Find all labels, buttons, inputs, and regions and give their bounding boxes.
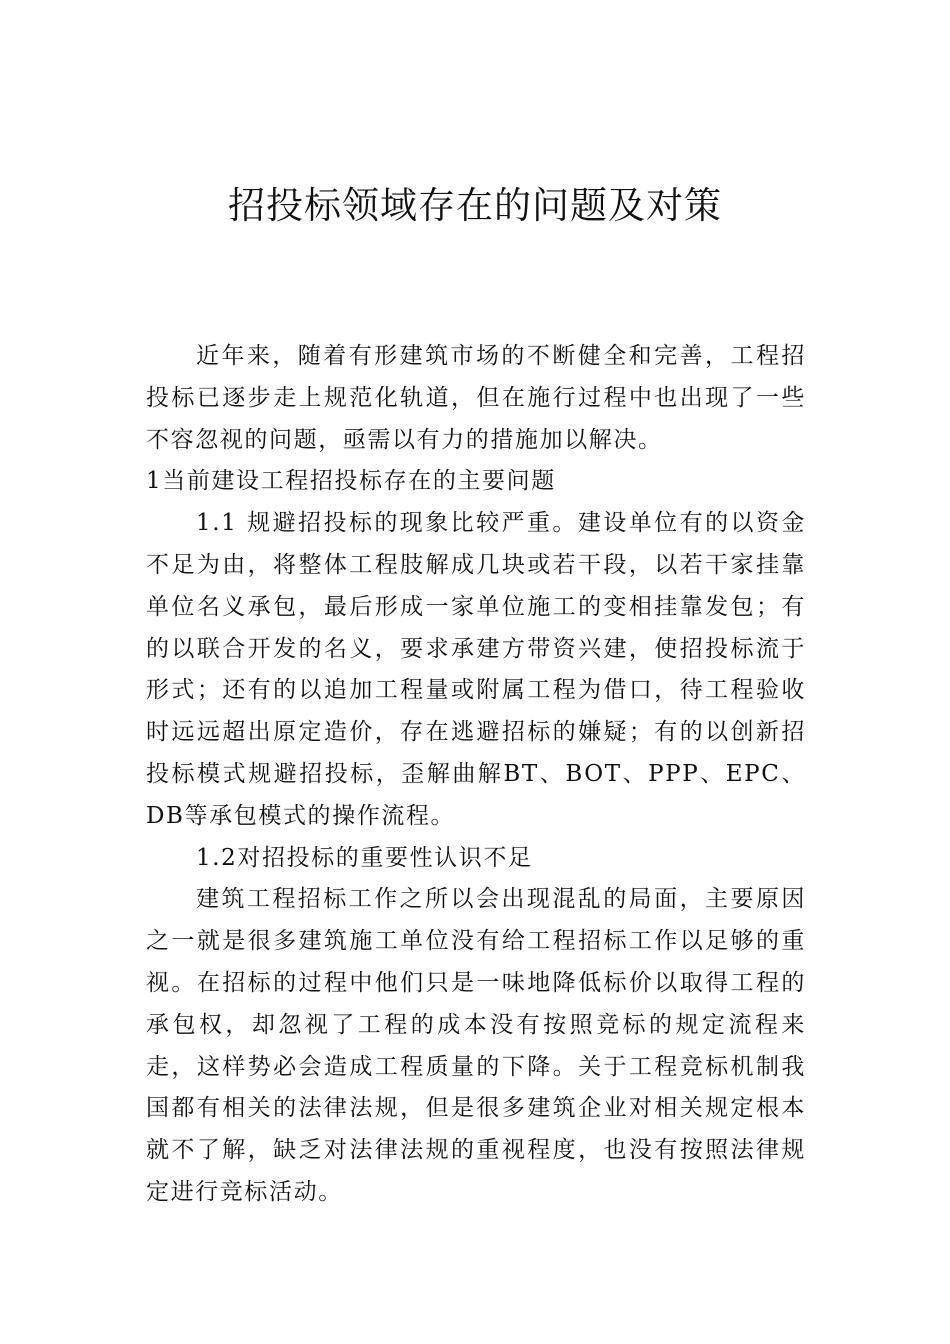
section-heading-1: 1当前建设工程招投标存在的主要问题	[146, 468, 556, 495]
intro-paragraph: 近年来，随着有形建筑市场的不断健全和完善，工程招投标已逐步走上规范化轨道，但在施行过程中也出现了一些不容忽视的问题，亟需以有力的措施加以解决。	[146, 343, 806, 453]
section-1-1-paragraph: 1.1 规避招投标的现象比较严重。建设单位有的以资金不足为由，将整体工程肢解成几块或若干段，以若干家挂靠单位名义承包，最后形成一家单位施工的变相挂靠发包；有的以联合开发的名义，要求承建方带资兴建，使招投标流于形式；还有的以追加工程量或附属工程为借口，待工程验收时远远超出原定造价，存在逃避招标的嫌疑；有的以创新招投标模式规避招投标，歪解曲解BT、BOT、PPP、EPC、DB等承包模式的操作流程。	[146, 510, 806, 829]
document-body	[146, 336, 806, 1214]
document-title: 招投标领域存在的问题及对策	[228, 184, 722, 227]
section-heading-1-2: 1.2对招投标的重要性认识不足	[196, 844, 533, 871]
section-1-2-paragraph: 建筑工程招标工作之所以会出现混乱的局面，主要原因之一就是很多建筑施工单位没有给工程招标工作以足够的重视。在招标的过程中他们只是一味地降低标价以取得工程的承包权，却忽视了工程的成本没有按照竞标的规定流程来走，这样势必会造成工程质量的下降。关于工程竞标机制我国都有相关的法律法规，但是很多建筑企业对相关规定根本就不了解，缺乏对法律法规的重视程度，也没有按照法律规定进行竞标活动。	[146, 886, 806, 1205]
